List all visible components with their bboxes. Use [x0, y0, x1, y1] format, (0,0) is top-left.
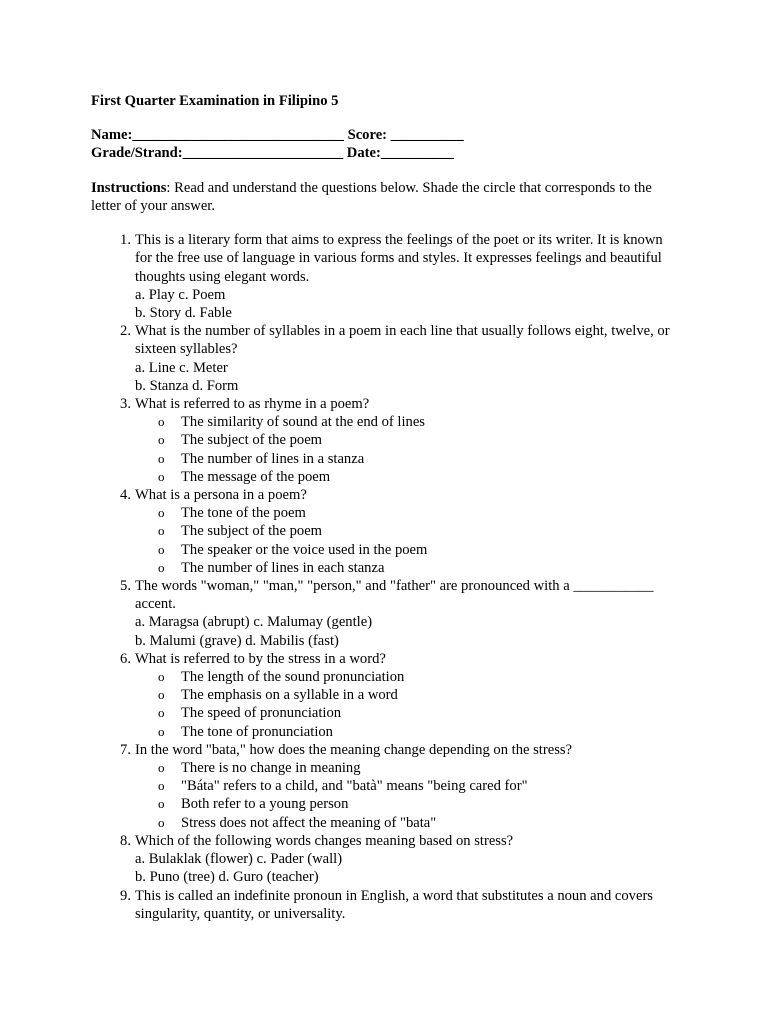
answer-option[interactable] — [135, 686, 681, 704]
question-item — [91, 577, 681, 650]
instructions — [91, 179, 681, 215]
question-item — [91, 650, 681, 741]
answer-choices-line: b. Stanza d. Form — [135, 377, 239, 394]
exam-page — [91, 92, 681, 923]
circle-bullet-icon: o — [158, 432, 165, 448]
circle-bullet-icon: o — [158, 814, 165, 830]
circle-bullet-icon: o — [158, 778, 165, 794]
question-item — [91, 741, 681, 832]
question-item — [91, 832, 681, 887]
answer-option-text: The tone of pronunciation — [181, 723, 333, 740]
answer-option[interactable] — [135, 450, 681, 468]
question-text: Which of the following words changes meaning based on stress? — [135, 832, 514, 849]
grade-date-line: Grade/Strand:______________________ Date:__________ — [91, 145, 454, 162]
circle-bullet-icon: o — [158, 523, 165, 539]
question-text: In the word "bata," how does the meaning change depending on the stress? — [135, 741, 573, 758]
answer-option-text: The number of lines in each stanza — [181, 559, 385, 576]
question-number: 5. — [120, 578, 131, 595]
answer-options — [135, 668, 681, 741]
student-info-fields — [91, 126, 681, 163]
answer-choices-line: a. Bulaklak (flower) c. Pader (wall) — [135, 851, 343, 868]
question-text: What is referred to as rhyme in a poem? — [135, 396, 370, 413]
question-text: This is called an indefinite pronoun in English, a word that substitutes a noun and covers singularity, quantity, or universality. — [135, 887, 653, 922]
instructions-label: Instructions — [91, 179, 167, 196]
name-score-line: Name:_____________________________ Score: __________ — [91, 127, 464, 143]
question-number: 6. — [120, 650, 131, 667]
answer-option[interactable] — [135, 522, 681, 540]
answer-option-text: Stress does not affect the meaning of "bata" — [181, 814, 437, 831]
answer-options — [135, 504, 681, 577]
question-text: What is the number of syllables in a poem in each line that usually follows eight, twelve, or sixteen syllables? — [135, 323, 670, 358]
question-number: 7. — [120, 741, 131, 758]
answer-options — [135, 759, 681, 832]
answer-option[interactable] — [135, 704, 681, 722]
question-text: What is a persona in a poem? — [135, 487, 307, 504]
answer-choices-line: b. Malumi (grave) d. Mabilis (fast) — [135, 632, 339, 649]
answer-choices-line: a. Line c. Meter — [135, 359, 228, 376]
answer-option-text: The message of the poem — [181, 468, 331, 485]
answer-option[interactable] — [135, 431, 681, 449]
instructions-text: : Read and understand the questions below. Shade the circle that corresponds to the letter of your answer. — [91, 179, 652, 214]
answer-option-text: There is no change in meaning — [181, 760, 361, 777]
answer-option[interactable] — [135, 504, 681, 522]
answer-option-text: The similarity of sound at the end of lines — [181, 414, 425, 431]
circle-bullet-icon: o — [158, 414, 165, 430]
answer-option[interactable] — [135, 541, 681, 559]
answer-option-text: The speed of pronunciation — [181, 705, 342, 722]
circle-bullet-icon: o — [158, 723, 165, 739]
answer-option[interactable] — [135, 777, 681, 795]
circle-bullet-icon: o — [158, 669, 165, 685]
answer-option[interactable] — [135, 468, 681, 486]
answer-option-text: The subject of the poem — [181, 432, 323, 449]
answer-option-text: The tone of the poem — [181, 505, 306, 522]
circle-bullet-icon: o — [158, 796, 165, 812]
question-item — [91, 887, 681, 923]
question-number: 4. — [120, 487, 131, 504]
question-text: What is referred to by the stress in a word? — [135, 650, 386, 667]
question-item — [91, 322, 681, 395]
question-text: The words "woman," "man," "person," and "father" are pronounced with a ___________ accent. — [135, 578, 654, 613]
answer-option-text: "Báta" refers to a child, and "batà" means "being cared for" — [181, 778, 528, 795]
circle-bullet-icon: o — [158, 760, 165, 776]
circle-bullet-icon: o — [158, 505, 165, 521]
answer-choices-line: a. Maragsa (abrupt) c. Malumay (gentle) — [135, 614, 373, 631]
question-item — [91, 486, 681, 577]
circle-bullet-icon: o — [158, 468, 165, 484]
circle-bullet-icon: o — [158, 687, 165, 703]
question-number: 2. — [120, 323, 131, 340]
answer-option-text: Both refer to a young person — [181, 796, 349, 813]
answer-option[interactable] — [135, 723, 681, 741]
question-number: 1. — [120, 232, 131, 249]
question-list — [91, 231, 681, 923]
question-item — [91, 231, 681, 322]
answer-option[interactable] — [135, 759, 681, 777]
answer-option[interactable] — [135, 559, 681, 577]
question-text: This is a literary form that aims to express the feelings of the poet or its writer. It is known for the free use of language in various forms and styles. It expresses feelings and beautiful thoughts using elegant words. — [135, 232, 663, 285]
answer-option-text: The subject of the poem — [181, 523, 323, 540]
answer-option[interactable] — [135, 814, 681, 832]
answer-choices-line: b. Story d. Fable — [135, 305, 232, 321]
question-number: 9. — [120, 887, 131, 904]
exam-title: First Quarter Examination in Filipino 5 — [91, 93, 339, 109]
answer-option[interactable] — [135, 668, 681, 686]
answer-option[interactable] — [135, 413, 681, 431]
circle-bullet-icon: o — [158, 450, 165, 466]
answer-choices-line: a. Play c. Poem — [135, 286, 226, 303]
circle-bullet-icon: o — [158, 705, 165, 721]
circle-bullet-icon: o — [158, 559, 165, 575]
answer-option-text: The emphasis on a syllable in a word — [181, 687, 398, 704]
question-number: 8. — [120, 832, 131, 849]
answer-option[interactable] — [135, 795, 681, 813]
answer-options — [135, 413, 681, 486]
answer-option-text: The number of lines in a stanza — [181, 450, 365, 467]
circle-bullet-icon: o — [158, 541, 165, 557]
answer-option-text: The speaker or the voice used in the poem — [181, 541, 428, 558]
question-number: 3. — [120, 396, 131, 413]
answer-choices-line: b. Puno (tree) d. Guro (teacher) — [135, 869, 319, 886]
question-item — [91, 395, 681, 486]
answer-option-text: The length of the sound pronunciation — [181, 669, 405, 686]
